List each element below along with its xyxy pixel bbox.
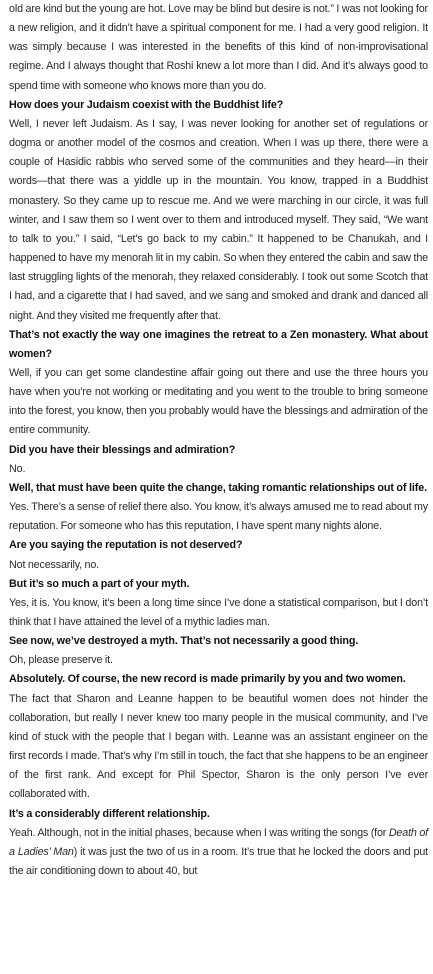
answer-paragraph [9,824,428,881]
answer-paragraph: Yes, it is. You know, it’s been a long time since I’ve done a statistical comparison, but I don’t think that I have attained the level of a mythic ladies man. [9,596,428,628]
interview-question: That’s not exactly the way one imagines the retreat to a Zen monastery. What about women? [9,328,428,360]
interview-question: It’s a considerably different relationship. [9,807,210,820]
interview-question: Did you have their blessings and admiration? [9,443,236,456]
answer-paragraph: Yes. There’s a sense of relief there also. You know, it’s always amused me to read about my reputation. For someone who has this reputation, I have spent many nights alone. [9,501,428,533]
interview-question: Absolutely. Of course, the new record is made primarily by you and two women. [9,673,406,686]
answer-paragraph: old are kind but the young are hot. Love may be blind but desire is not.” I was not looking for a new religion, and it didn’t have a spiritual component for me. I had a very good religion. It was simply because I was interested in the benefits of this kind of non-improvisational regime. And I always thought that Roshi knew a lot more than I did. And it’s always good to spend time with someone who knows more than you do. [9,3,428,92]
answer-paragraph: Oh, please preserve it. [9,654,113,667]
answer-paragraph: Not necessarily, no. [9,558,100,571]
album-title: Death of a Ladies’ Man [9,826,428,858]
interview-question: But it’s so much a part of your myth. [9,577,190,590]
interview-question: How does your Judaism coexist with the Buddhist life? [9,98,284,111]
interview-question: See now, we’ve destroyed a myth. That’s not necessarily a good thing. [9,635,359,648]
answer-paragraph: Well, I never left Judaism. As I say, I was never looking for another set of regulations or dogma or another model of the cosmos and creation. When I was up there, there were a couple of Hasidic rabbis who served some of the communities and they heard—in their words—that there was a yiddle up in the mountain. You know, trapped in a Buddhist monastery. So they came up to rescue me. And we were marching in our circle, it was full winter, and I saw them so I went over to them and introduced myself. They said, “We want to talk to you.” I said, “Let’s go back to my cabin.” It happened to be Chanukah, and I happened to have my menorah lit in my cabin. So when they entered the cabin and saw the last struggling lights of the menorah, they relaxed considerably. I took out some Scotch that I had, and a cigarette that I had saved, and we sang and smoked and drank and danced all night. And they visited me frequently after that. [9,117,428,322]
answer-text-before: Yeah. Although, not in the initial phases, because when I was writing the songs (for [9,826,389,839]
answer-paragraph: No. [9,462,26,475]
answer-paragraph: The fact that Sharon and Leanne happen to be beautiful women does not hinder the collaboration, but really I never knew too many people in the musical community, and I’ve kind of stuck with the people that I began with. Leanne was an assistant engineer on the first records I made. That’s why I’m still in touch, the fact that she happens to be an engineer of the first rank. And except for Phil Spector, Sharon is the only person I’ve ever collaborated with. [9,692,428,801]
interview-page [9,0,428,881]
answer-text-after: ) it was just the two of us in a room. It’s true that he locked the doors and put the air conditioning down to about 40, but [9,845,428,878]
answer-paragraph: Well, if you can get some clandestine affair going out there and use the three hours you have when you’re not working or meditating and you went to the trouble to bring someone into the forest, you know, then you probably would have the blessings and admiration of the entire community. [9,366,428,437]
interview-question: Are you saying the reputation is not deserved? [9,539,243,552]
interview-question: Well, that must have been quite the change, taking romantic relationships out of life. [9,481,427,494]
